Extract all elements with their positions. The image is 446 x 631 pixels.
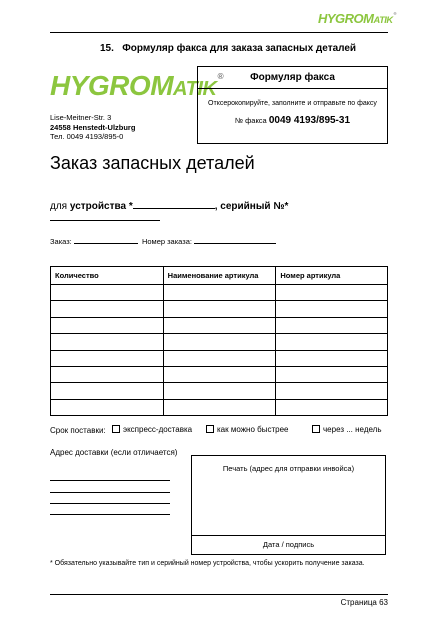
delivery-time-label: Срок поставки: [50, 426, 106, 435]
article-name-cell[interactable] [163, 285, 276, 301]
date-signature-field[interactable]: Дата / подпись [192, 535, 385, 554]
quantity-cell[interactable] [51, 399, 164, 415]
footer-rule [50, 594, 388, 595]
table-header-row [51, 267, 388, 285]
table-row [51, 285, 388, 301]
device-prefix: для [50, 201, 68, 212]
order-label: Заказ: [50, 237, 72, 246]
stamp-box[interactable] [191, 455, 386, 555]
address-city: 24558 Henstedt-Ulzburg [50, 122, 136, 132]
asap-label: как можно быстрее [217, 425, 289, 434]
table-row [51, 366, 388, 382]
table-row [51, 317, 388, 333]
header-rule [50, 32, 388, 33]
delivery-option-weeks[interactable] [312, 425, 382, 434]
fax-instruction: Отксерокопируйте, заполните и отправьте по факсу [208, 100, 377, 107]
address-street: Lise-Meitner-Str. 3 [50, 113, 112, 122]
delivery-address-line-3[interactable] [50, 503, 170, 504]
delivery-address-line-4[interactable] [50, 514, 170, 515]
device-line [50, 199, 288, 212]
document-title: Заказ запасных деталей [50, 153, 255, 173]
article-number-cell[interactable] [276, 399, 388, 415]
article-name-cell[interactable] [163, 317, 276, 333]
footnote: * Обязательно указывайте тип и серийный номер устройства, чтобы ускорить получение заказа. [50, 560, 365, 567]
express-checkbox[interactable] [112, 425, 120, 433]
article-name-cell[interactable] [163, 334, 276, 350]
fax-box [197, 66, 388, 144]
article-number-cell[interactable] [276, 317, 388, 333]
logo-main-text: HYGRO [50, 70, 151, 101]
stamp-label: Печать (адрес для отправки инвойса) [222, 464, 355, 473]
section-number: 15. [100, 43, 114, 54]
fax-number-line [198, 115, 387, 126]
logo-second-rest: ATIK [373, 15, 393, 25]
article-name-cell[interactable] [163, 366, 276, 382]
serial-label: серийный №* [220, 201, 289, 212]
article-number-cell[interactable] [276, 301, 388, 317]
address-phone: Тел. 0049 4193/895-0 [50, 132, 124, 141]
article-number-cell[interactable] [276, 350, 388, 366]
asap-checkbox[interactable] [206, 425, 214, 433]
logo-mark: ® [393, 11, 396, 16]
quantity-cell[interactable] [51, 301, 164, 317]
order-field[interactable] [74, 237, 138, 244]
quantity-cell[interactable] [51, 350, 164, 366]
order-number-label: Номер заказа: [141, 237, 192, 246]
column-header-article-name: Наименование артикула [163, 267, 276, 285]
quantity-cell[interactable] [51, 383, 164, 399]
header-logo [318, 12, 396, 25]
fax-label: № факса [234, 116, 267, 125]
device-label: устройства * [69, 201, 133, 212]
article-name-cell[interactable] [163, 301, 276, 317]
serial-field[interactable] [50, 220, 160, 221]
delivery-address-line-1[interactable] [50, 480, 170, 481]
article-number-cell[interactable] [276, 366, 388, 382]
table-row [51, 399, 388, 415]
quantity-cell[interactable] [51, 366, 164, 382]
quantity-cell[interactable] [51, 285, 164, 301]
table-row [51, 350, 388, 366]
delivery-address-line-2[interactable] [50, 492, 170, 493]
delivery-address-label: Адрес доставки (если отличается) [50, 448, 178, 457]
delivery-option-asap[interactable] [206, 425, 289, 434]
section-heading [100, 43, 356, 54]
page-number: Страница 63 [340, 598, 388, 607]
order-number-field[interactable] [194, 237, 276, 244]
article-name-cell[interactable] [163, 383, 276, 399]
logo-main-text: HYGRO [318, 11, 364, 26]
fax-box-title: Формуляр факса [198, 67, 387, 89]
column-header-article-number: Номер артикула [276, 267, 388, 285]
fax-number: 0049 4193/895-31 [268, 115, 351, 126]
express-label: экспресс-доставка [123, 425, 193, 434]
weeks-label: через ... недель [323, 425, 382, 434]
company-address [50, 113, 135, 142]
order-line [50, 237, 276, 246]
article-name-cell[interactable] [163, 350, 276, 366]
article-name-cell[interactable] [163, 399, 276, 415]
logo-mark: ® [217, 71, 224, 81]
article-number-cell[interactable] [276, 334, 388, 350]
table-row [51, 301, 388, 317]
article-number-cell[interactable] [276, 285, 388, 301]
delivery-time-line [50, 426, 106, 435]
logo-second-cap: M [150, 70, 174, 101]
column-header-quantity: Количество [51, 267, 164, 285]
table-row [51, 383, 388, 399]
parts-table [50, 266, 388, 416]
logo-second-rest: ATIK [173, 78, 217, 100]
device-field[interactable] [133, 199, 215, 209]
article-number-cell[interactable] [276, 383, 388, 399]
table-row [51, 334, 388, 350]
weeks-checkbox[interactable] [312, 425, 320, 433]
device-separator: , [214, 201, 218, 212]
section-title: Формуляр факса для заказа запасных деталей [122, 43, 357, 54]
delivery-option-express[interactable] [112, 425, 192, 434]
logo-second-cap: M [363, 11, 374, 26]
quantity-cell[interactable] [51, 317, 164, 333]
quantity-cell[interactable] [51, 334, 164, 350]
